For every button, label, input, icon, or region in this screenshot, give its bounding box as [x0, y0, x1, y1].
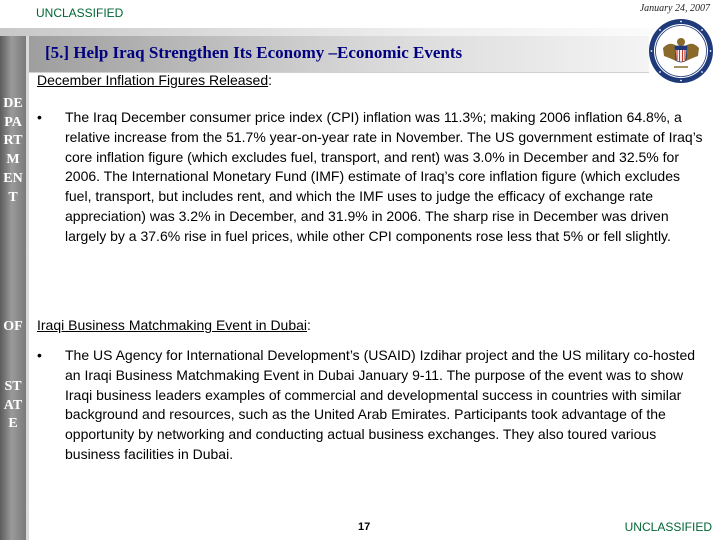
header-date: January 24, 2007: [639, 3, 710, 14]
top-divider-band: [0, 28, 720, 36]
sidebar-vertical-word-department: DEPARTMENT: [3, 96, 23, 205]
bullet-marker: •: [37, 109, 42, 125]
section-heading-text: December Inflation Figures Released: [37, 72, 269, 88]
footer-classification: UNCLASSIFIED: [624, 520, 712, 534]
section-heading-matchmaking: Iraqi Business Matchmaking Event in Dubai:: [37, 317, 311, 333]
header-classification: UNCLASSIFIED: [36, 6, 124, 20]
section-body-matchmaking: The US Agency for International Development’s (USAID) Izdihar project and the US military co-hosted an Iraqi Business Matchmaking Event in Dubai January 9-11. The purpose of the event was to show Iraqi business leaders examples of commercial and developmental success in countries with similar background and resources, such as the United Arab Emirates. Participants took advantage of the opportunity by networking and conducting actual business exchanges. They also toured various business facilities in Dubai.: [65, 347, 696, 462]
section-body-inflation: The Iraq December consumer price index (CPI) inflation was 11.3%; making 2006 inflation 64.8%, a relative increase from the 51.7% year-on-year rate in November. The US government estimate of Iraq’s core inflation figure (which excludes fuel, transport, and rent) was 3.0% in December and 32.5% for 2006. The International Monetary Fund (IMF) estimate of Iraq’s core inflation figure (which excludes fuel, transport, but includes rent, and which the IMF uses to judge the efficacy of exchange rate appreciation) was 3.2% in December, and 31.9% in 2006. The sharp rise in December was driven largely by a 37.6% rise in fuel prices, while other CPI components rose less that 5% or fell slightly.: [65, 109, 703, 244]
slide-title: [5.] Help Iraq Strengthen Its Economy –Economic Events: [45, 43, 463, 62]
section-heading-text: Iraqi Business Matchmaking Event in Dubai: [37, 317, 308, 333]
sidebar-vertical-word-state: STATE: [3, 379, 23, 432]
sidebar-vertical-word-of: OF: [3, 319, 23, 334]
section-heading-inflation: December Inflation Figures Released:: [37, 72, 273, 88]
sidebar-edge: [26, 36, 29, 540]
page-number: 17: [358, 521, 371, 533]
department-of-state-seal-icon: [648, 18, 714, 84]
bullet-marker: •: [37, 347, 42, 363]
